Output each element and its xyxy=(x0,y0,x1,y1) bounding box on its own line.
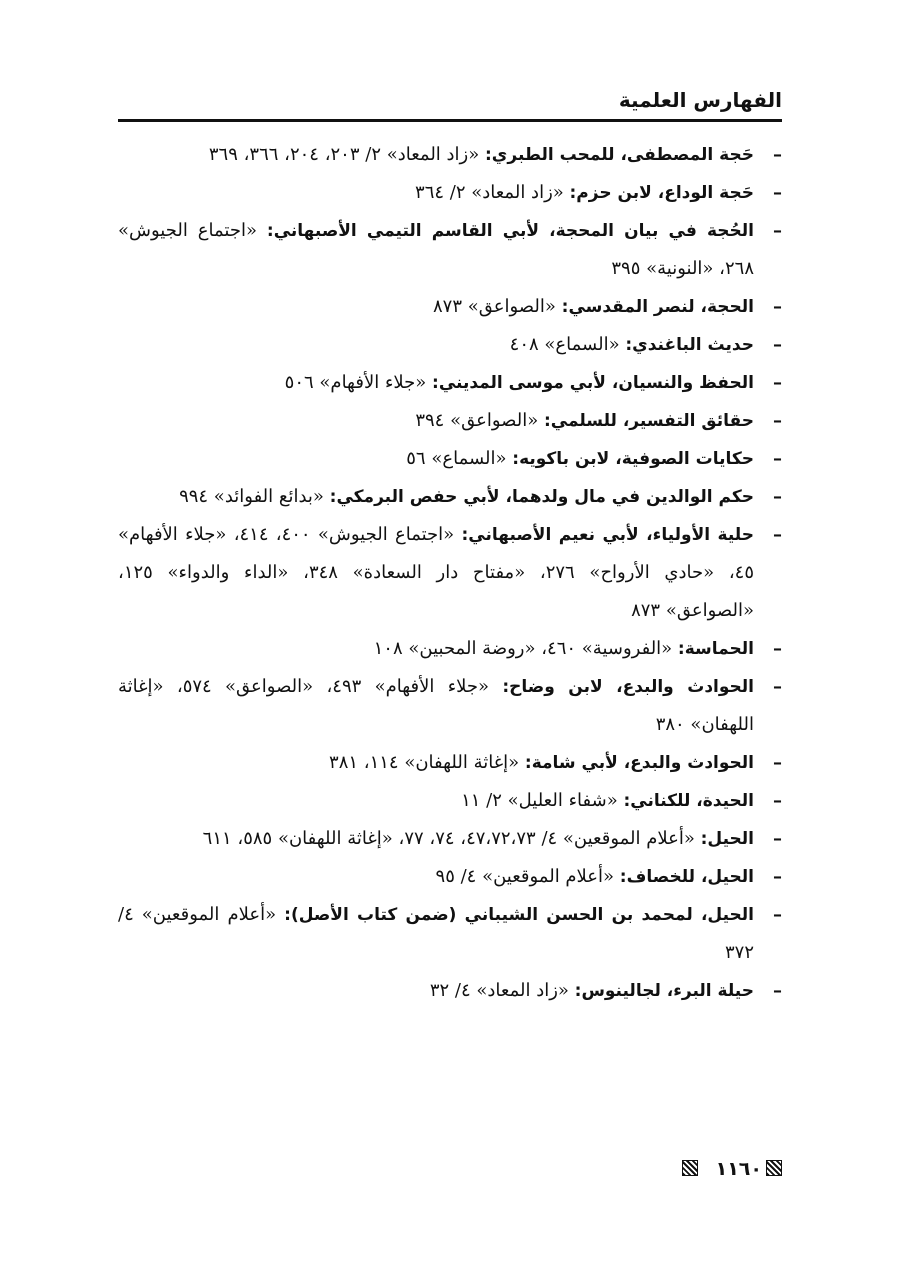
index-entry xyxy=(118,668,782,744)
index-entry xyxy=(118,478,782,516)
index-entry xyxy=(118,896,782,972)
page-footer xyxy=(660,1156,782,1182)
entry-title: حكايات الصوفية، لابن باكويه: xyxy=(512,449,754,469)
page-number: ١١٦٠ xyxy=(715,1158,762,1180)
entry-references: «الصواعق» ٨٧٣ xyxy=(433,296,562,317)
entry-references: «اجتماع الجيوش» ٤٠٠، ٤١٤، «جلاء الأفهام» ٤٥، «حادي الأرواح» ٢٧٦، «مفتاح دار السعادة» ٣٤٨، «الداء والدواء» ١٢٥، «الصواعق» ٨٧٣ xyxy=(118,524,754,621)
index-entry xyxy=(118,516,782,630)
entry-dash: – xyxy=(773,752,782,773)
entry-title: الحوادث والبدع، لابن وضاح: xyxy=(502,677,754,697)
entry-dash: – xyxy=(773,486,782,507)
entry-references: «السماع» ٤٠٨ xyxy=(509,334,626,355)
entry-references: «بدائع الفوائد» ٩٩٤ xyxy=(179,486,330,507)
index-entry xyxy=(118,326,782,364)
entry-references: «شفاء العليل» ٢/ ١١ xyxy=(461,790,624,811)
index-entry xyxy=(118,364,782,402)
ornament-icon xyxy=(766,1160,782,1176)
entry-dash: – xyxy=(773,410,782,431)
entry-dash: – xyxy=(773,828,782,849)
entry-title: الحُجة في بيان المحجة، لأبي القاسم التيمي الأصبهاني: xyxy=(266,221,754,241)
entry-title: حلية الأولياء، لأبي نعيم الأصبهاني: xyxy=(461,525,754,545)
entry-title: حَجة الوداع، لابن حزم: xyxy=(569,183,754,203)
index-entry xyxy=(118,440,782,478)
entry-title: حَجة المصطفى، للمحب الطبري: xyxy=(484,145,754,165)
entry-dash: – xyxy=(773,182,782,203)
index-entry xyxy=(118,744,782,782)
header-rule xyxy=(118,119,782,122)
entry-dash: – xyxy=(773,296,782,317)
entry-title: الحيل، لمحمد بن الحسن الشيباني (ضمن كتاب الأصل): xyxy=(284,905,754,925)
entry-title: حقائق التفسير، للسلمي: xyxy=(543,411,754,431)
entry-references: «زاد المعاد» ٢/ ٢٠٣، ٢٠٤، ٣٦٦، ٣٦٩ xyxy=(208,144,485,165)
entry-dash: – xyxy=(773,790,782,811)
entry-references: «أعلام الموقعين» ٤/ ٣٧٢ xyxy=(118,904,754,963)
index-entry xyxy=(118,174,782,212)
entry-title: حديث الباغندي: xyxy=(625,335,754,355)
entry-dash: – xyxy=(773,144,782,165)
index-entry xyxy=(118,972,782,1010)
entry-title: الحيدة، للكناني: xyxy=(623,791,754,811)
ornament-icon xyxy=(682,1160,698,1176)
entry-dash: – xyxy=(773,638,782,659)
index-entry xyxy=(118,402,782,440)
index-entry xyxy=(118,212,782,288)
entry-title: حيلة البرء، لجالينوس: xyxy=(574,981,754,1001)
entry-title: الحوادث والبدع، لأبي شامة: xyxy=(524,753,754,773)
index-entry xyxy=(118,288,782,326)
header-title: الفهارس العلمية xyxy=(618,88,782,112)
entry-title: الحجة، لنصر المقدسي: xyxy=(561,297,754,317)
index-list xyxy=(118,136,782,1010)
entry-references: «الصواعق» ٣٩٤ xyxy=(415,410,544,431)
entry-dash: – xyxy=(773,904,782,925)
entry-references: «السماع» ٥٦ xyxy=(406,448,513,469)
entry-title: حكم الوالدين في مال ولدهما، لأبي حفص البرمكي: xyxy=(329,487,754,507)
entry-title: الحماسة: xyxy=(677,639,754,659)
entry-dash: – xyxy=(773,676,782,697)
entry-dash: – xyxy=(773,334,782,355)
entry-references: «زاد المعاد» ٤/ ٣٢ xyxy=(429,980,575,1001)
index-entry xyxy=(118,136,782,174)
entry-references: «جلاء الأفهام» ٤٩٣، «الصواعق» ٥٧٤، «إغاثة اللهفان» ٣٨٠ xyxy=(118,676,754,735)
entry-dash: – xyxy=(773,866,782,887)
entry-references: «جلاء الأفهام» ٥٠٦ xyxy=(284,372,433,393)
entry-references: «زاد المعاد» ٢/ ٣٦٤ xyxy=(415,182,570,203)
entry-dash: – xyxy=(773,372,782,393)
entry-references: «الفروسية» ٤٦٠، «روضة المحبين» ١٠٨ xyxy=(373,638,678,659)
entry-title: الحيل: xyxy=(700,829,754,849)
index-entry xyxy=(118,820,782,858)
entry-dash: – xyxy=(773,220,782,241)
index-entry xyxy=(118,858,782,896)
running-header xyxy=(118,86,782,122)
entry-title: الحفظ والنسيان، لأبي موسى المديني: xyxy=(432,373,754,393)
entry-references: «اجتماع الجيوش» ٢٦٨، «النونية» ٣٩٥ xyxy=(118,220,754,279)
index-entry xyxy=(118,782,782,820)
entry-references: «إغاثة اللهفان» ١١٤، ٣٨١ xyxy=(329,752,525,773)
index-entry xyxy=(118,630,782,668)
entry-dash: – xyxy=(773,524,782,545)
entry-references: «أعلام الموقعين» ٤/ ٤٧،٧٢،٧٣، ٧٤، ٧٧، «إغاثة اللهفان» ٥٨٥، ٦١١ xyxy=(202,828,701,849)
entry-dash: – xyxy=(773,448,782,469)
entry-references: «أعلام الموقعين» ٤/ ٩٥ xyxy=(435,866,620,887)
entry-title: الحيل، للخصاف: xyxy=(619,867,754,887)
entry-dash: – xyxy=(773,980,782,1001)
